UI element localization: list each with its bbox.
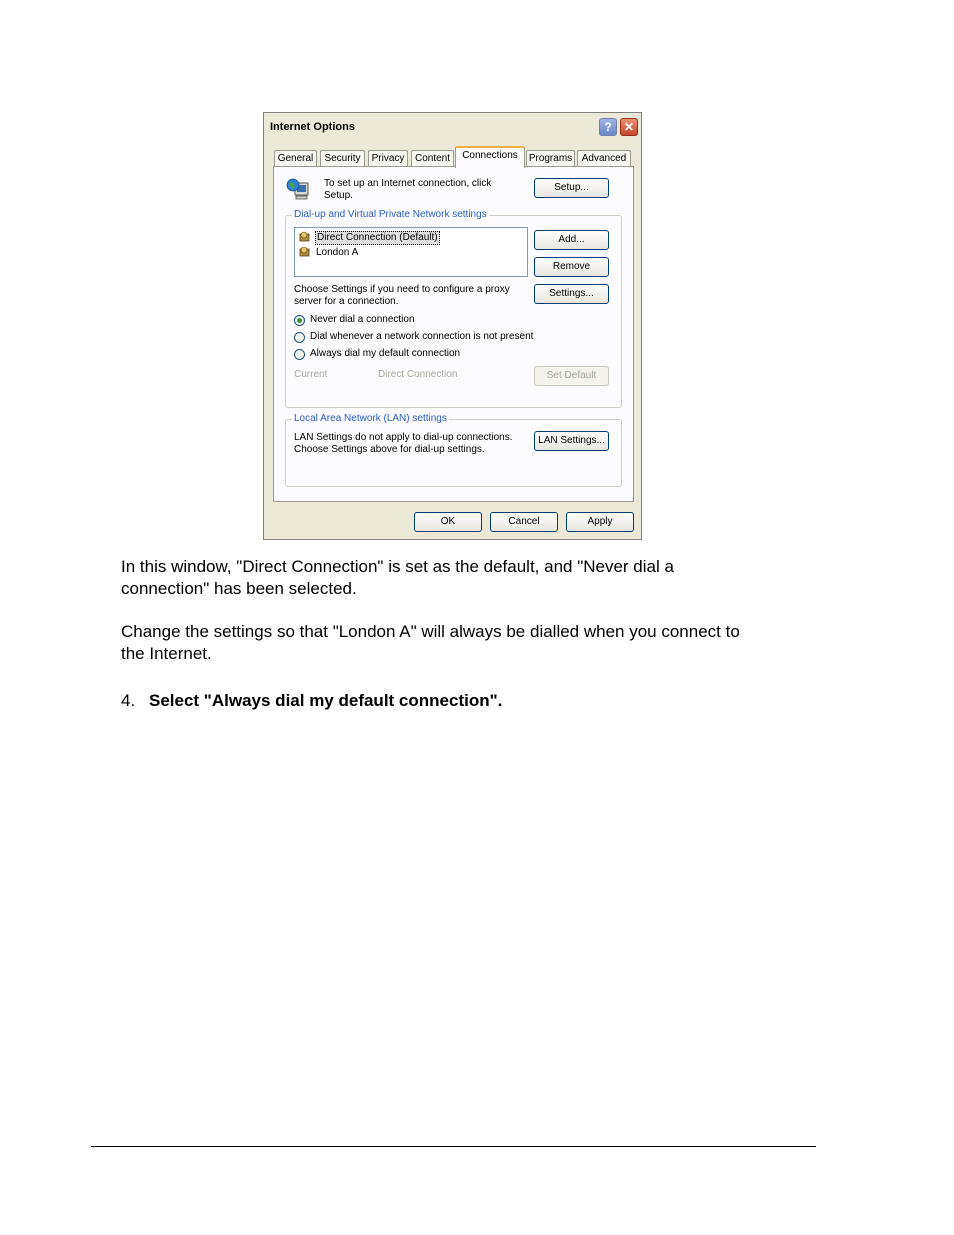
step-instruction: Select "Always dial my default connection". [149,691,503,710]
paragraph-line: the Internet. [121,644,212,663]
close-button[interactable]: ✕ [620,118,638,136]
connections-panel [273,166,634,502]
list-item-direct-connection[interactable]: Direct Connection (Default) [317,232,438,243]
settings-button[interactable]: Settings... [534,284,609,304]
paragraph-line: Change the settings so that "London A" will always be dialled when you connect to [121,622,740,641]
apply-button[interactable]: Apply [566,512,634,532]
lan-text-line1: LAN Settings do not apply to dial-up connections. [294,432,513,443]
current-value: Direct Connection [378,369,458,380]
tab-security[interactable]: Security [320,150,365,167]
title-bar [264,113,641,141]
tab-privacy[interactable]: Privacy [368,150,408,167]
remove-button[interactable]: Remove [534,257,609,277]
radio-dial-whenever[interactable] [294,331,554,345]
list-item-london-a[interactable]: London A [316,247,359,258]
ok-button[interactable]: OK [414,512,482,532]
radio-button[interactable] [294,349,305,360]
radio-never-dial[interactable] [294,314,554,328]
help-button[interactable]: ? [599,118,617,136]
proxy-settings-text: Choose Settings if you need to configure a proxy server for a connection. [294,284,510,307]
dialup-group-legend: Dial-up and Virtual Private Network settings [294,209,487,220]
paragraph-line: connection" has been selected. [121,579,357,598]
step-number: 4. [121,691,136,710]
lan-group-legend: Local Area Network (LAN) settings [294,413,447,424]
paragraph-instruction [121,621,821,665]
setup-instructions: To set up an Internet connection, click Setup. [324,178,492,201]
paragraph-line: In this window, "Direct Connection" is set as the default, and "Never dial a [121,557,674,576]
radio-label: Always dial my default connection [310,348,461,359]
internet-connection-icon [286,177,310,201]
dialup-connection-icon [299,231,311,243]
radio-label: Dial whenever a network connection is not present [310,331,534,342]
paragraph-default-state [121,556,821,600]
tab-general[interactable]: General [274,150,317,167]
radio-label: Never dial a connection [310,314,415,325]
tab-advanced[interactable]: Advanced [577,150,631,167]
set-default-button[interactable]: Set Default [534,366,609,386]
dialup-connection-icon [299,246,311,258]
dialog-title: Internet Options [270,121,355,133]
radio-always-dial[interactable] [294,348,554,362]
tab-connections[interactable]: Connections [455,146,525,168]
radio-button[interactable] [294,315,305,326]
tab-programs[interactable]: Programs [526,150,575,167]
connection-list[interactable] [294,227,528,277]
internet-options-dialog [263,112,642,540]
cancel-button[interactable]: Cancel [490,512,558,532]
current-label: Current [294,369,328,380]
add-button[interactable]: Add... [534,230,609,250]
tab-content[interactable]: Content [411,150,454,167]
lan-text-line2: Choose Settings above for dial-up settings. [294,444,485,455]
footer-divider [91,1146,816,1147]
setup-button[interactable]: Setup... [534,178,609,198]
lan-settings-button[interactable]: LAN Settings... [534,431,609,451]
radio-button[interactable] [294,332,305,343]
